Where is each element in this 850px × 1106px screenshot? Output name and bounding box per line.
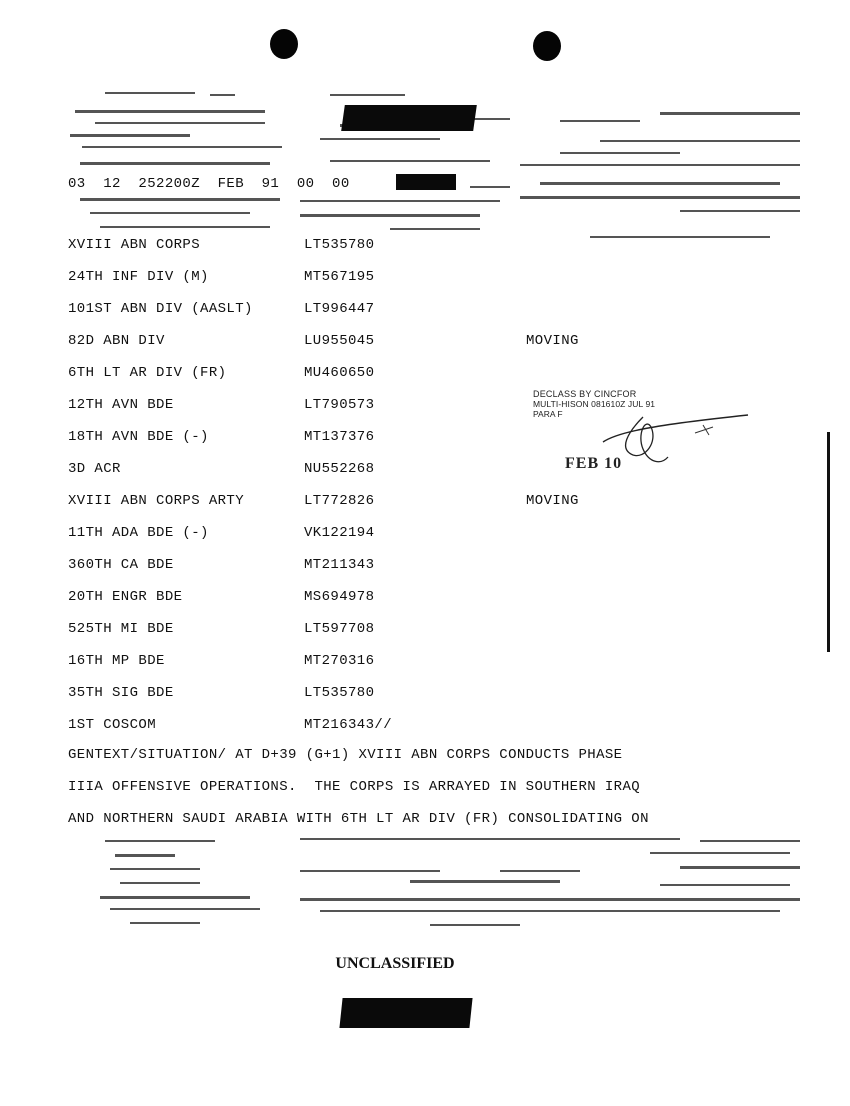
unit-name: 525TH MI BDE bbox=[68, 621, 174, 637]
redaction-header bbox=[341, 105, 477, 131]
unit-grid: MU460650 bbox=[304, 365, 375, 381]
unit-name: XVIII ABN CORPS bbox=[68, 237, 201, 253]
stamp-line-1: DECLASS BY CINCFOR bbox=[533, 389, 637, 399]
unit-grid: VK122194 bbox=[304, 525, 375, 541]
stamp-line-2: MULTI-HISON 081610Z JUL 91 bbox=[533, 399, 656, 409]
unit-name: 360TH CA BDE bbox=[68, 557, 174, 573]
unit-grid: MT567195 bbox=[304, 269, 375, 285]
unit-grid: MT137376 bbox=[304, 429, 375, 445]
gentext-line: AND NORTHERN SAUDI ARABIA WITH 6TH LT AR DIV (FR) CONSOLIDATING ON bbox=[68, 811, 649, 827]
redaction-footer bbox=[339, 998, 472, 1028]
unit-name: 101ST ABN DIV (AASLT) bbox=[68, 301, 253, 317]
unit-grid: MT211343 bbox=[304, 557, 375, 573]
stamp-line-3: PARA F bbox=[533, 409, 563, 419]
unit-grid: LT790573 bbox=[304, 397, 375, 413]
unit-name: 11TH ADA BDE (-) bbox=[68, 525, 209, 541]
classification-marking: UNCLASSIFIED bbox=[335, 955, 455, 972]
unit-grid: MT216343// bbox=[304, 717, 393, 733]
stamp-date: FEB 10 bbox=[565, 455, 623, 472]
unit-grid: LT996447 bbox=[304, 301, 375, 317]
unit-name: 82D ABN DIV bbox=[68, 333, 165, 349]
unit-grid: LT535780 bbox=[304, 237, 375, 253]
page-edge-mark bbox=[827, 432, 830, 652]
unit-name: 16TH MP BDE bbox=[68, 653, 165, 669]
unit-name: 35TH SIG BDE bbox=[68, 685, 174, 701]
unit-grid: LU955045 bbox=[304, 333, 375, 349]
unit-status: MOVING bbox=[526, 493, 579, 509]
unit-grid: LT772826 bbox=[304, 493, 375, 509]
declassification-stamp bbox=[533, 387, 763, 487]
unit-name: 1ST COSCOM bbox=[68, 717, 157, 733]
unit-name: 12TH AVN BDE bbox=[68, 397, 174, 413]
unit-grid: LT535780 bbox=[304, 685, 375, 701]
unit-grid: MT270316 bbox=[304, 653, 375, 669]
unit-grid: NU552268 bbox=[304, 461, 375, 477]
unit-name: 24TH INF DIV (M) bbox=[68, 269, 209, 285]
message-dtg-line: 03 12 252200Z FEB 91 00 00 bbox=[68, 176, 350, 192]
unit-name: 20TH ENGR BDE bbox=[68, 589, 183, 605]
unit-grid: MS694978 bbox=[304, 589, 375, 605]
illegible-body-noise bbox=[0, 830, 850, 940]
unit-status: MOVING bbox=[526, 333, 579, 349]
unit-name: 3D ACR bbox=[68, 461, 121, 477]
unit-name: 18TH AVN BDE (-) bbox=[68, 429, 209, 445]
gentext-line: GENTEXT/SITUATION/ AT D+39 (G+1) XVIII ABN CORPS CONDUCTS PHASE bbox=[68, 747, 623, 763]
handwritten-signature bbox=[533, 387, 763, 487]
gentext-line: IIIA OFFENSIVE OPERATIONS. THE CORPS IS ARRAYED IN SOUTHERN IRAQ bbox=[68, 779, 641, 795]
unit-name: XVIII ABN CORPS ARTY bbox=[68, 493, 245, 509]
redaction-dtg-suffix bbox=[396, 174, 456, 190]
unit-grid: LT597708 bbox=[304, 621, 375, 637]
unit-name: 6TH LT AR DIV (FR) bbox=[68, 365, 227, 381]
